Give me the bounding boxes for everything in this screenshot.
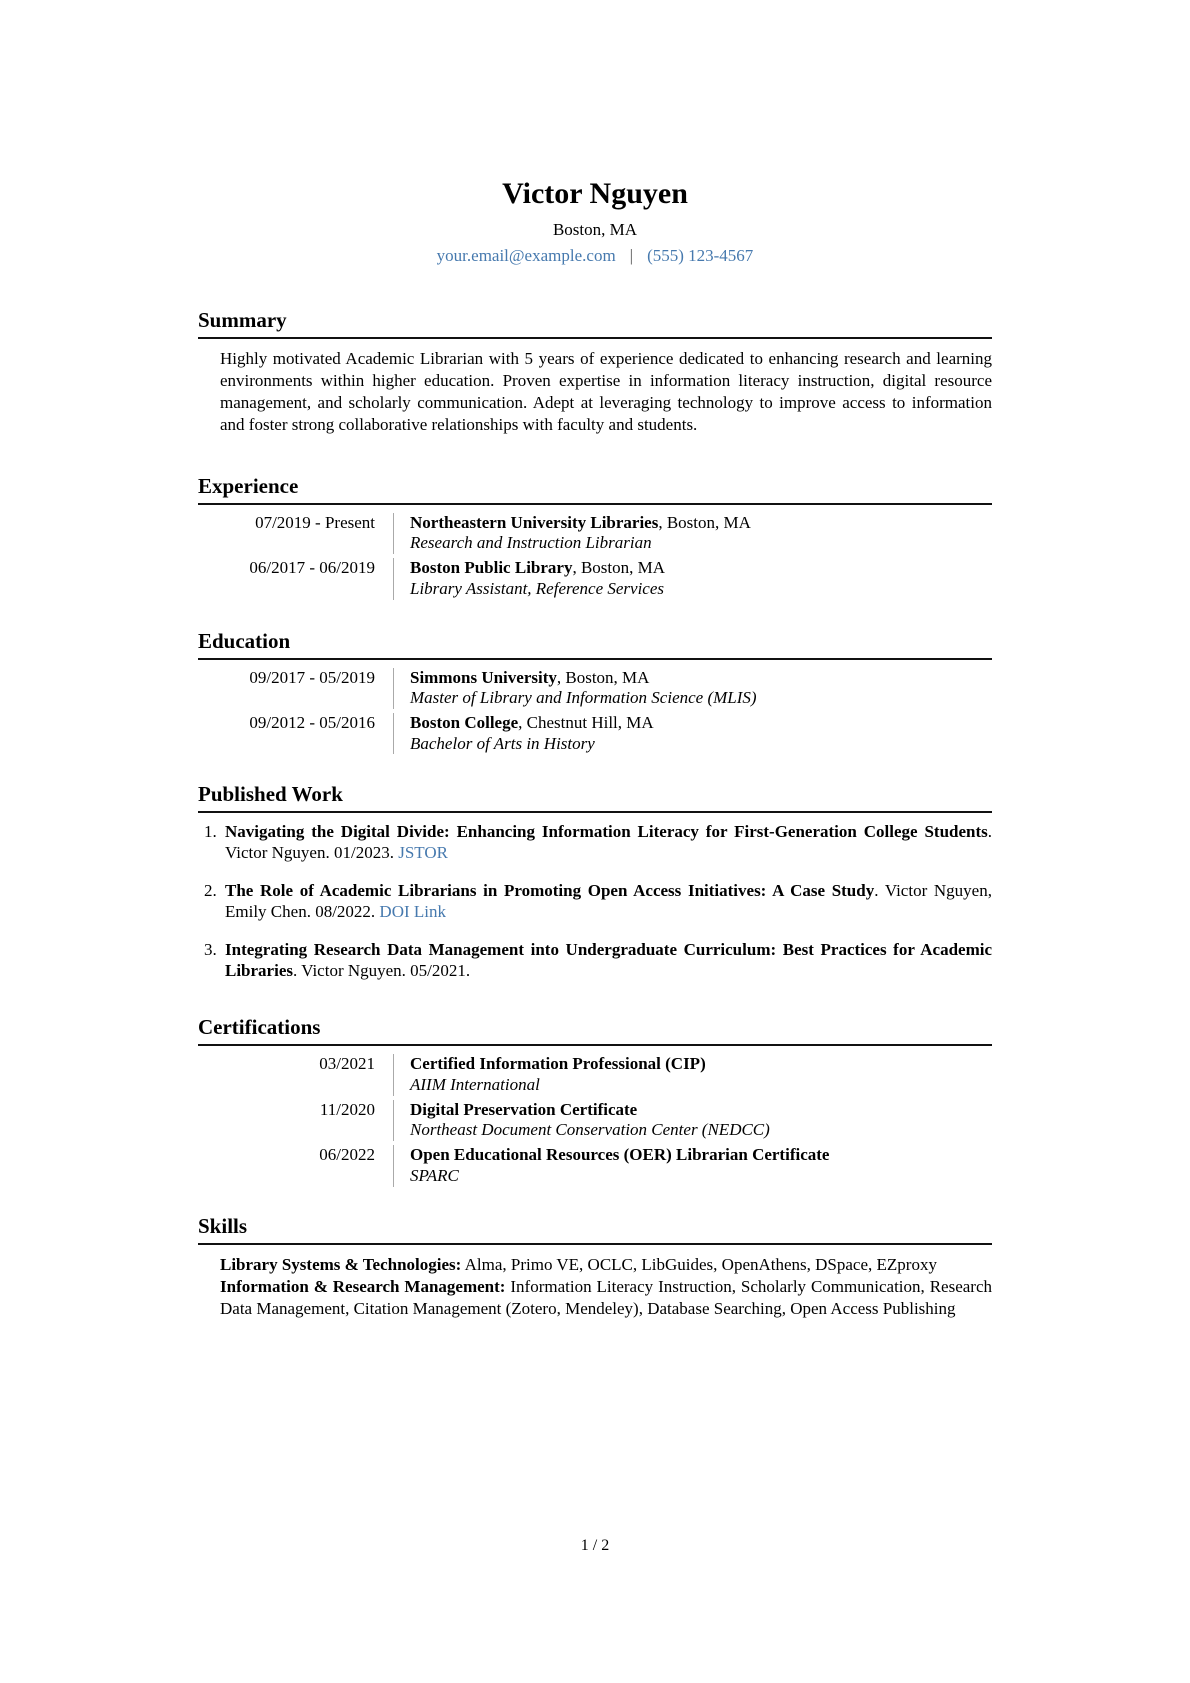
education-school-line <box>410 713 992 734</box>
published-work-title: Published Work <box>198 781 992 813</box>
publication-meta: . Victor Nguyen. 05/2021. <box>293 961 471 981</box>
skill-group <box>220 1254 992 1276</box>
publication-link[interactable]: DOI Link <box>379 902 446 922</box>
publication-title: The Role of Academic Librarians in Promoting Open Access Initiatives: A Case Study <box>225 881 875 901</box>
education-dates: 09/2012 - 05/2016 <box>249 712 375 732</box>
publication-title: Integrating Research Data Management into Undergraduate Curriculum: Best Practices for Academic Libraries <box>225 940 992 981</box>
education-school-line <box>410 668 992 689</box>
education-school: Boston College <box>410 712 519 732</box>
section-summary <box>198 307 992 437</box>
education-details <box>393 668 992 709</box>
education-degree: Master of Library and Information Science (MLIS) <box>410 688 757 708</box>
education-entry <box>198 668 992 709</box>
experience-details <box>393 513 992 554</box>
experience-location: , Boston, MA <box>572 558 666 578</box>
email-link[interactable]: your.email@example.com <box>436 245 616 265</box>
publication-item <box>204 880 992 922</box>
certification-entry <box>198 1145 992 1186</box>
experience-org: Boston Public Library <box>410 558 573 578</box>
section-education <box>198 628 992 755</box>
skill-group-label: Library Systems & Technologies: <box>220 1254 462 1274</box>
certification-date: 11/2020 <box>319 1099 375 1119</box>
publication-link[interactable]: JSTOR <box>398 843 448 863</box>
experience-role: Research and Instruction Librarian <box>410 533 652 553</box>
experience-dates: 07/2019 - Present <box>255 512 375 532</box>
experience-location: , Boston, MA <box>658 512 751 532</box>
experience-role: Library Assistant, Reference Services <box>410 578 665 598</box>
candidate-name: Victor Nguyen <box>502 177 688 210</box>
experience-details <box>393 558 992 599</box>
certifications-title: Certifications <box>198 1014 992 1046</box>
section-skills <box>198 1213 992 1321</box>
education-school: Simmons University <box>410 667 557 687</box>
certification-date: 03/2021 <box>319 1054 375 1074</box>
skill-group <box>220 1276 992 1321</box>
experience-dates: 06/2017 - 06/2019 <box>249 558 375 578</box>
education-details <box>393 713 992 754</box>
section-published-work <box>198 781 992 981</box>
resume-content <box>198 178 992 1320</box>
skill-group-list: Alma, Primo VE, OCLC, LibGuides, OpenAthens, DSpace, EZproxy <box>461 1254 937 1274</box>
summary-text: Highly motivated Academic Librarian with 5 years of experience dedicated to enhancing research and learning environments within higher education. Proven expertise in information literacy instruction, digital resource management, and scholarly communication. Adept at leveraging technology to improve access to information and foster strong collaborative relationships with faculty and students. <box>220 348 992 435</box>
certification-details <box>393 1100 992 1141</box>
publication-item <box>204 939 992 981</box>
section-certifications <box>198 1014 992 1186</box>
certification-name: Open Educational Resources (OER) Librarian Certificate <box>410 1145 830 1165</box>
publication-text <box>225 821 992 863</box>
certification-issuer: Northeast Document Conservation Center (NEDCC) <box>410 1120 770 1140</box>
summary-title: Summary <box>198 307 992 339</box>
experience-title: Experience <box>198 473 992 505</box>
publication-text <box>225 880 992 922</box>
publication-number: 2. <box>204 881 217 901</box>
experience-entry <box>198 513 992 554</box>
certification-details <box>393 1145 992 1186</box>
publication-meta: . Victor Nguyen. 01/2023. <box>225 822 992 863</box>
experience-org-line <box>410 513 992 534</box>
certification-name: Certified Information Professional (CIP) <box>410 1054 706 1074</box>
education-degree: Bachelor of Arts in History <box>410 733 595 753</box>
section-experience <box>198 473 992 600</box>
certification-name: Digital Preservation Certificate <box>410 1099 638 1119</box>
publication-item <box>204 821 992 863</box>
publication-text <box>225 939 992 981</box>
resume-header <box>198 178 992 267</box>
experience-org-line <box>410 558 992 579</box>
skill-group-list: Information Literacy Instruction, Scholarly Communication, Research Data Management, Citation Management (Zotero, Mendeley), Database Searching, Open Access Publishing <box>220 1276 992 1319</box>
certification-issuer: AIIM International <box>410 1075 540 1095</box>
experience-org: Northeastern University Libraries <box>410 512 659 532</box>
education-location: , Boston, MA <box>556 667 650 687</box>
certification-details <box>393 1054 992 1095</box>
contact-separator: | <box>629 245 634 265</box>
certification-entry <box>198 1054 992 1095</box>
publication-number: 1. <box>204 822 217 842</box>
education-location: , Chestnut Hill, MA <box>518 712 654 732</box>
publication-title: Navigating the Digital Divide: Enhancing Information Literacy for First-Generation College Students <box>225 822 988 842</box>
skill-group-label: Information & Research Management: <box>220 1276 506 1296</box>
page-number: 1 / 2 <box>580 1537 610 1554</box>
skills-title: Skills <box>198 1213 992 1245</box>
candidate-location: Boston, MA <box>552 219 638 239</box>
certification-date: 06/2022 <box>319 1145 375 1165</box>
education-entry <box>198 713 992 754</box>
publication-meta: . Victor Nguyen, Emily Chen. 08/2022. <box>225 881 992 922</box>
phone-link[interactable]: (555) 123-4567 <box>647 245 754 265</box>
education-title: Education <box>198 628 992 660</box>
contact-line <box>198 245 992 267</box>
certification-issuer: SPARC <box>410 1165 459 1185</box>
education-dates: 09/2017 - 05/2019 <box>249 667 375 687</box>
experience-entry <box>198 558 992 599</box>
certification-entry <box>198 1100 992 1141</box>
publication-number: 3. <box>204 940 217 960</box>
